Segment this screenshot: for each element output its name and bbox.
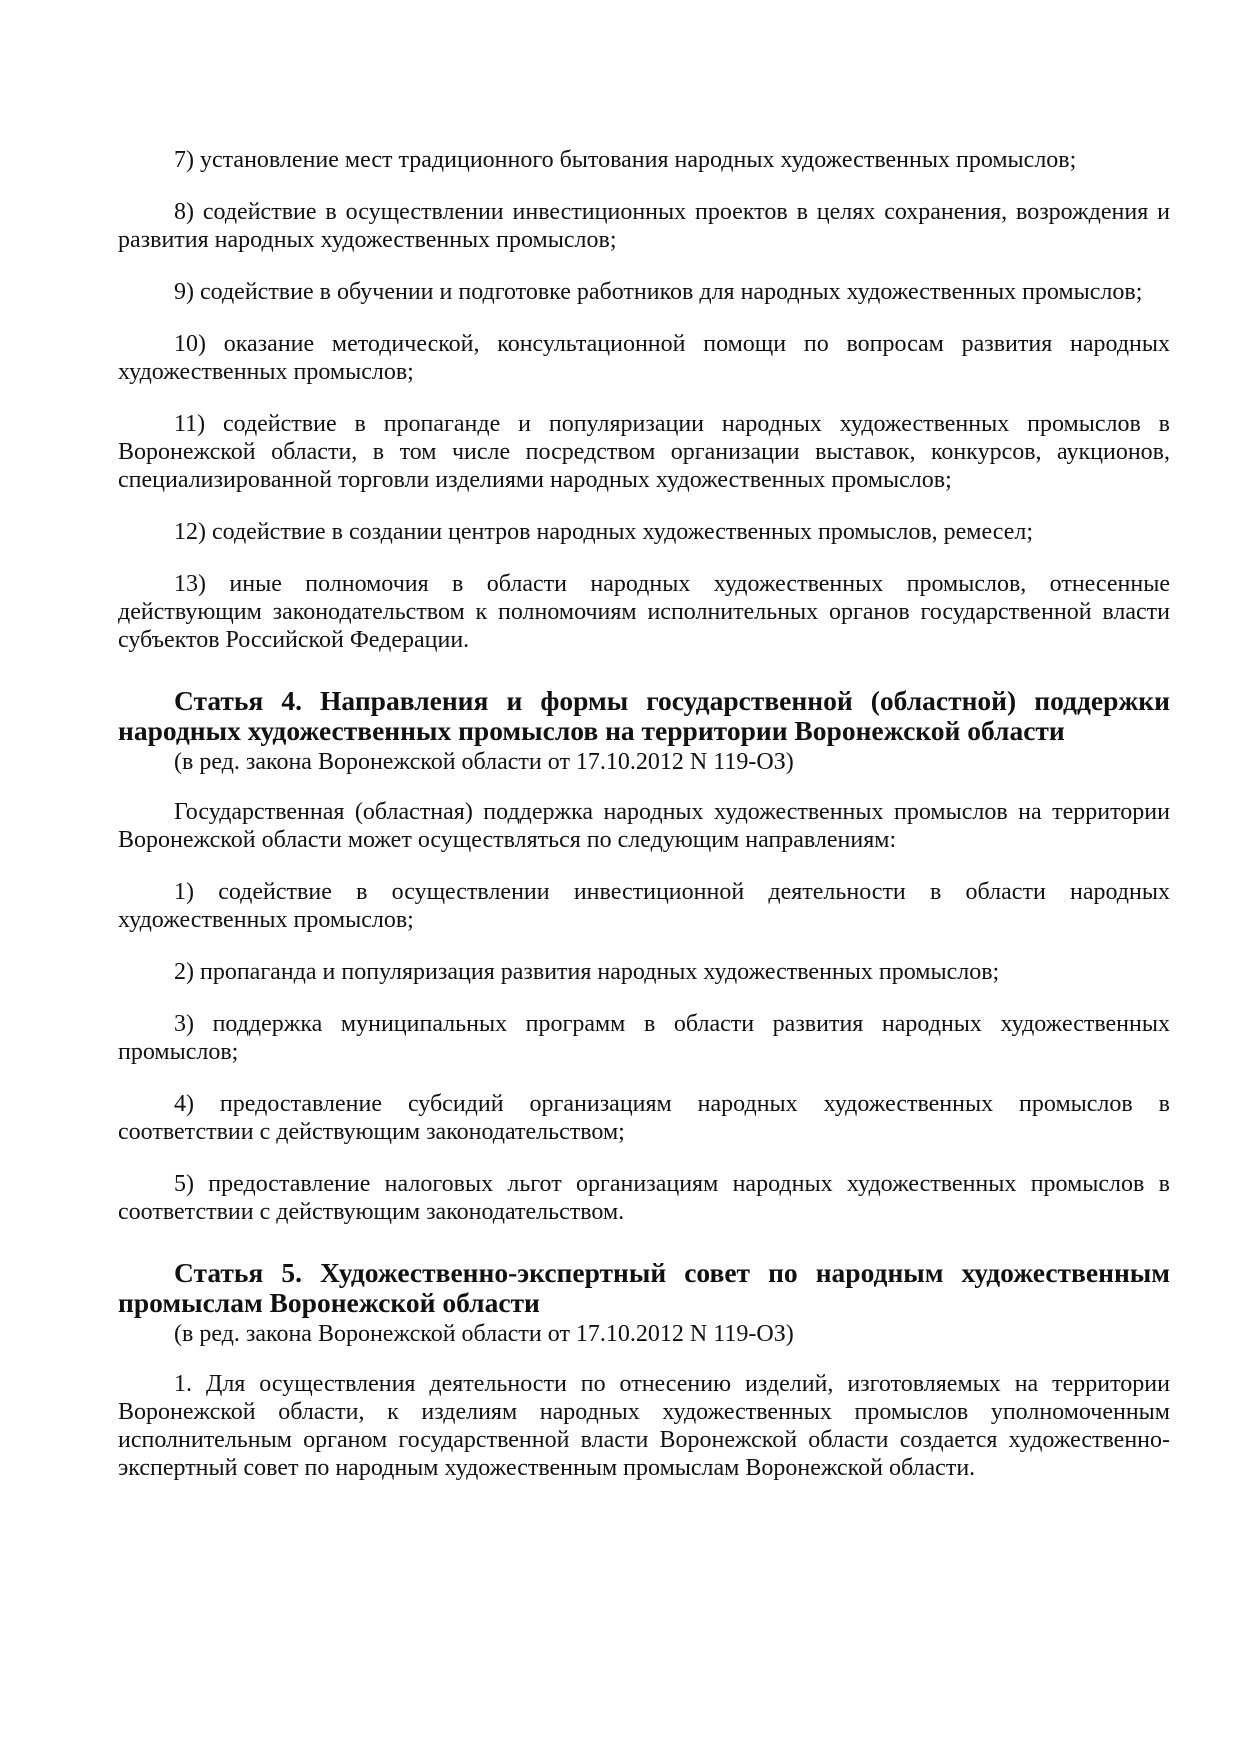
article-4-item-5: 5) предоставление налоговых льгот организациям народных художественных промыслов в соответствии с действующим законодательством. (118, 1171, 1170, 1225)
list-item-10: 10) оказание методической, консультационной помощи по вопросам развития народных художественных промыслов; (118, 331, 1170, 385)
list-item-7: 7) установление мест традиционного бытования народных художественных промыслов; (174, 147, 1077, 173)
article-5-heading: Статья 5. Художественно-экспертный совет по народным художественным промыслам Воронежской области (118, 1257, 1170, 1318)
article-5-edition-note: (в ред. закона Воронежской области от 17.10.2012 N 119-ОЗ) (174, 1321, 794, 1347)
list-item-11: 11) содействие в пропаганде и популяризации народных художественных промыслов в Воронежской области, в том числе посредством организации выставок, конкурсов, аукционов, специализированной торговли изделиями народных художественных промыслов; (118, 411, 1170, 493)
article-4-heading: Статья 4. Направления и формы государственной (областной) поддержки народных художественных промыслов на территории Воронежской области (118, 685, 1170, 746)
list-item-8: 8) содействие в осуществлении инвестиционных проектов в целях сохранения, возрождения и развития народных художественных промыслов; (118, 199, 1170, 253)
article-4-item-3: 3) поддержка муниципальных программ в области развития народных художественных промыслов; (118, 1011, 1170, 1065)
article-4-edition-note: (в ред. закона Воронежской области от 17.10.2012 N 119-ОЗ) (174, 749, 794, 775)
article-5-item-1: 1. Для осуществления деятельности по отнесению изделий, изготовляемых на территории Воронежской области, к изделиям народных художественных промыслов уполномоченным исполнительным органом государственной власти Воронежской области создается художественно-экспертный совет по народным художественным промыслам Воронежской области. (118, 1371, 1170, 1481)
list-item-9: 9) содействие в обучении и подготовке работников для народных художественных промыслов; (174, 279, 1143, 305)
article-4-intro: Государственная (областная) поддержка народных художественных промыслов на территории Воронежской области может осуществляться по следующим направлениям: (118, 799, 1170, 853)
article-4-item-4: 4) предоставление субсидий организациям народных художественных промыслов в соответствии с действующим законодательством; (118, 1091, 1170, 1145)
list-item-12: 12) содействие в создании центров народных художественных промыслов, ремесел; (174, 519, 1033, 545)
list-item-13: 13) иные полномочия в области народных художественных промыслов, отнесенные действующим законодательством к полномочиям исполнительных органов государственной власти субъектов Российской Федерации. (118, 571, 1170, 653)
article-4-item-2: 2) пропаганда и популяризация развития народных художественных промыслов; (174, 959, 1000, 985)
article-4-item-1: 1) содействие в осуществлении инвестиционной деятельности в области народных художественных промыслов; (118, 879, 1170, 933)
document-page (118, 146, 1170, 1482)
